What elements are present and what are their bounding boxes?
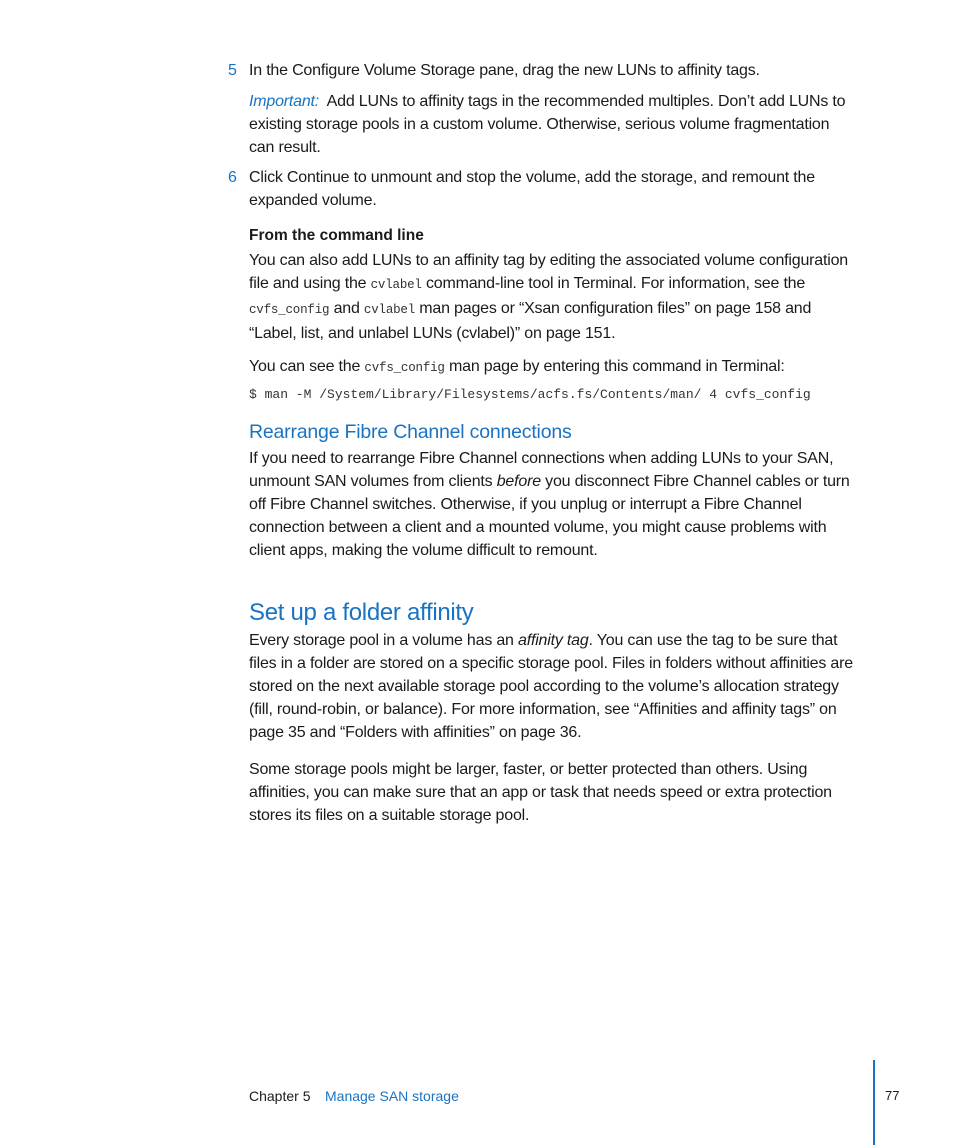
code-cvlabel: cvlabel (370, 278, 422, 292)
text-run: If you need to rearrange Fibre Channel connections when adding LUNs to your SAN, unmount SAN volumes from clients (249, 450, 834, 490)
code-cvlabel: cvlabel (363, 303, 416, 317)
terminal-command: $ man -M /System/Library/Filesystems/acfs.fs/Contents/man/ 4 cvfs_config (249, 387, 811, 402)
text-run: and (329, 300, 364, 317)
step-text: Click Continue to unmount and stop the volume, add the storage, and remount the expanded volume. (249, 169, 815, 209)
text-run: man pages or “Xsan configuration files” on page 158 and “Label, list, and unlabel LUNs (cvlabel)” on page 151. (249, 300, 812, 342)
code-cvfs-config: cvfs_config (249, 303, 330, 317)
man-page-paragraph (249, 355, 869, 380)
text-run: command-line tool in Terminal. For information, see the (421, 275, 806, 292)
rearrange-heading: Rearrange Fibre Channel connections (249, 421, 572, 443)
footer-divider (873, 1060, 875, 1145)
rearrange-paragraph (249, 447, 864, 562)
emphasis: affinity tag (518, 632, 589, 649)
affinity-paragraph-2: Some storage pools might be larger, faster, or better protected than others. Using affinities, you can make sure that an app or task that needs speed or extra protection stores its files on a suitable storage pool. (249, 761, 832, 824)
section-title: Set up a folder affinity (249, 599, 474, 626)
text-run: Every storage pool in a volume has an (249, 632, 519, 649)
command-line-heading: From the command line (249, 227, 424, 244)
emphasis: before (496, 473, 541, 490)
page-number: 77 (885, 1088, 900, 1103)
step-number: 6 (228, 169, 237, 186)
step-number: 5 (228, 62, 237, 79)
text-run: you disconnect Fibre Channel cables or turn off Fibre Channel switches. Otherwise, if you unplug or interrupt a Fibre Channel connection between a client and a mounted volume, you might cause problems with client apps, making the volume difficult to remount. (249, 473, 850, 559)
command-line-paragraph (249, 249, 849, 345)
affinity-paragraph-1 (249, 629, 864, 744)
text-run: . You can use the tag to be sure that files in a folder are stored on a specific storage pool. Files in folders without affinities are stored on the next available storage pool according to the volume’s allocation strategy (fill, round-robin, or balance). For more information, see “Affinities and affinity tags” on page 35 and “Folders with affinities” on page 36. (249, 632, 853, 741)
important-note (249, 90, 849, 159)
text-run: You can see the (249, 358, 365, 375)
text-run: You can also add LUNs to an affinity tag by editing the associated volume configuration file and using the (249, 252, 848, 292)
footer-chapter: Chapter 5 (249, 1088, 311, 1104)
note-text: Add LUNs to affinity tags in the recommended multiples. Don’t add LUNs to existing storage pools in a custom volume. Otherwise, serious volume fragmentation can result. (249, 93, 846, 156)
text-run: man page by entering this command in Terminal: (444, 358, 785, 375)
code-cvfs-config: cvfs_config (364, 361, 445, 375)
step-text: In the Configure Volume Storage pane, drag the new LUNs to affinity tags. (249, 62, 760, 79)
note-label: Important: (249, 93, 320, 110)
footer-chapter-title: Manage SAN storage (325, 1088, 459, 1104)
